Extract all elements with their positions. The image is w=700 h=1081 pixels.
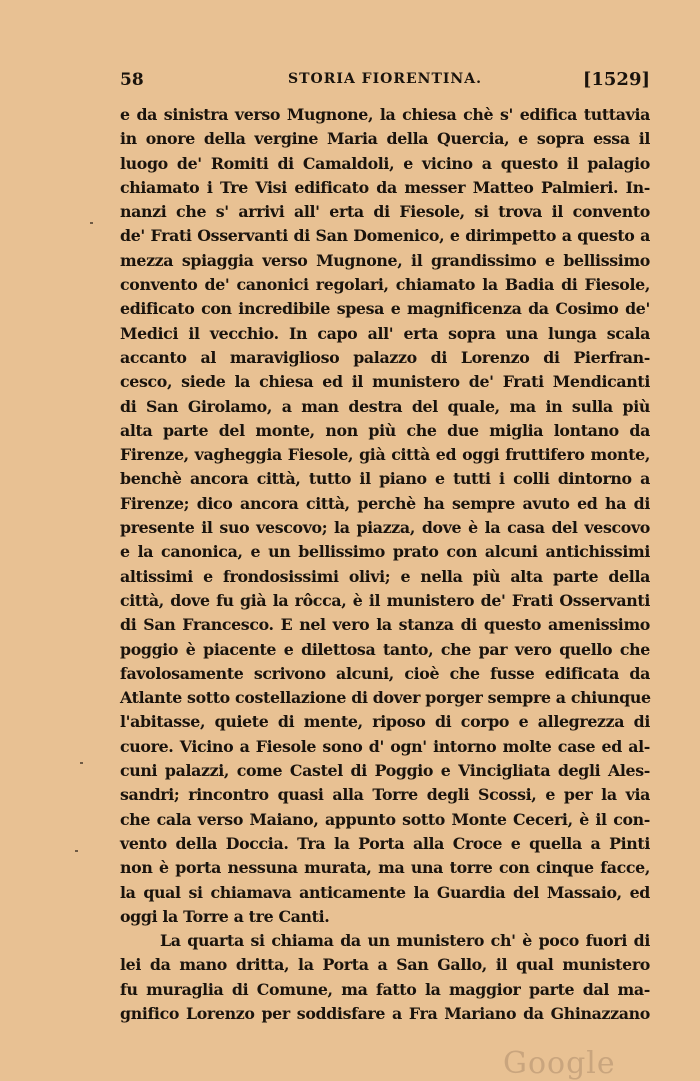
text-line: mezza spiaggia verso Mugnone, il grandissimo e bellissimo xyxy=(120,250,650,270)
page-number: 58 xyxy=(120,70,144,90)
text-line: presente il suo vescovo; la piazza, dove è la casa del vescovo xyxy=(120,518,650,538)
text-line: cesco, siede la chiesa ed il munistero de' Frati Mendicanti xyxy=(120,372,650,392)
running-title: STORIA FIORENTINA. xyxy=(288,71,482,87)
text-line: non è porta nessuna murata, ma una torre con cinque facce, xyxy=(120,858,650,878)
text-line: città, dove fu già la rôcca, è il munistero de' Frati Osservanti xyxy=(120,590,650,610)
margin-speck xyxy=(90,222,93,224)
text-line: di San Girolamo, a man destra del quale, ma in sulla più xyxy=(120,396,650,416)
text-line: Medici il vecchio. In capo all' erta sopra una lunga scala xyxy=(120,323,650,343)
text-line: luogo de' Romiti di Camaldoli, e vicino a questo il palagio xyxy=(120,153,650,173)
text-line: cuni palazzi, come Castel di Poggio e Vincigliata degli Ales- xyxy=(120,761,650,781)
text-line: convento de' canonici regolari, chiamato la Badia di Fiesole, xyxy=(120,275,650,295)
text-line: accanto al maraviglioso palazzo di Lorenzo di Pierfran- xyxy=(120,347,650,367)
text-line: oggi la Torre a tre Canti. xyxy=(120,906,330,926)
year-marker: [1529] xyxy=(582,69,650,90)
text-line: favolosamente scrivono alcuni, cioè che fusse edificata da xyxy=(120,663,650,683)
page-body xyxy=(120,103,650,1026)
text-line: di San Francesco. E nel vero la stanza di questo amenissimo xyxy=(120,615,650,635)
page-header xyxy=(120,70,650,94)
text-line: vento della Doccia. Tra la Porta alla Croce e quella a Pinti xyxy=(120,833,650,853)
text-line: che cala verso Maiano, appunto sotto Monte Ceceri, è il con- xyxy=(120,809,650,829)
text-line: Firenze; dico ancora città, perchè ha sempre avuto ed ha di xyxy=(120,493,650,513)
text-line: e la canonica, e un bellissimo prato con alcuni antichissimi xyxy=(120,542,650,562)
text-line: alta parte del monte, non più che due miglia lontano da xyxy=(120,420,650,440)
text-line: sandri; rincontro quasi alla Torre degli Scossi, e per la via xyxy=(120,785,650,805)
text-line: Atlante sotto costellazione di dover porger sempre a chiunque xyxy=(120,688,651,708)
text-line: l'abitasse, quiete di mente, riposo di corpo e allegrezza di xyxy=(120,712,650,732)
text-line: e da sinistra verso Mugnone, la chiesa chè s' edifica tuttavia xyxy=(120,105,650,124)
text-line: La quarta si chiama da un munistero ch' è poco fuori di xyxy=(160,931,650,951)
text-line: chiamato i Tre Visi edificato da messer Matteo Palmieri. In- xyxy=(120,177,650,197)
text-line: la qual si chiamava anticamente la Guardia del Massaio, ed xyxy=(120,882,650,902)
text-line: fu muraglia di Comune, ma fatto la maggior parte dal ma- xyxy=(120,979,650,999)
text-line: edificato con incredibile spesa e magnificenza da Cosimo de' xyxy=(120,299,650,319)
watermark-logo: Google xyxy=(503,1046,616,1081)
margin-speck xyxy=(75,850,78,852)
text-line: benchè ancora città, tutto il piano e tutti i colli dintorno a xyxy=(120,469,650,489)
text-line: in onore della vergine Maria della Quercia, e sopra essa il xyxy=(120,129,650,149)
text-line: lei da mano dritta, la Porta a San Gallo, il qual munistero xyxy=(120,955,650,975)
text-line: de' Frati Osservanti di San Domenico, e dirimpetto a questo a xyxy=(120,226,650,246)
text-line: cuore. Vicino a Fiesole sono d' ogn' intorno molte case ed al- xyxy=(120,736,650,756)
text-line: Firenze, vagheggia Fiesole, già città ed oggi fruttifero monte, xyxy=(120,445,650,465)
margin-speck xyxy=(80,762,83,764)
text-line: gnifico Lorenzo per soddisfare a Fra Mariano da Ghinazzano xyxy=(120,1003,650,1023)
text-line: altissimi e frondosissimi olivi; e nella più alta parte della xyxy=(120,566,650,586)
text-line: nanzi che s' arrivi all' erta di Fiesole, si trova il convento xyxy=(120,202,650,222)
text-line: poggio è piacente e dilettosa tanto, che par vero quello che xyxy=(120,639,650,659)
